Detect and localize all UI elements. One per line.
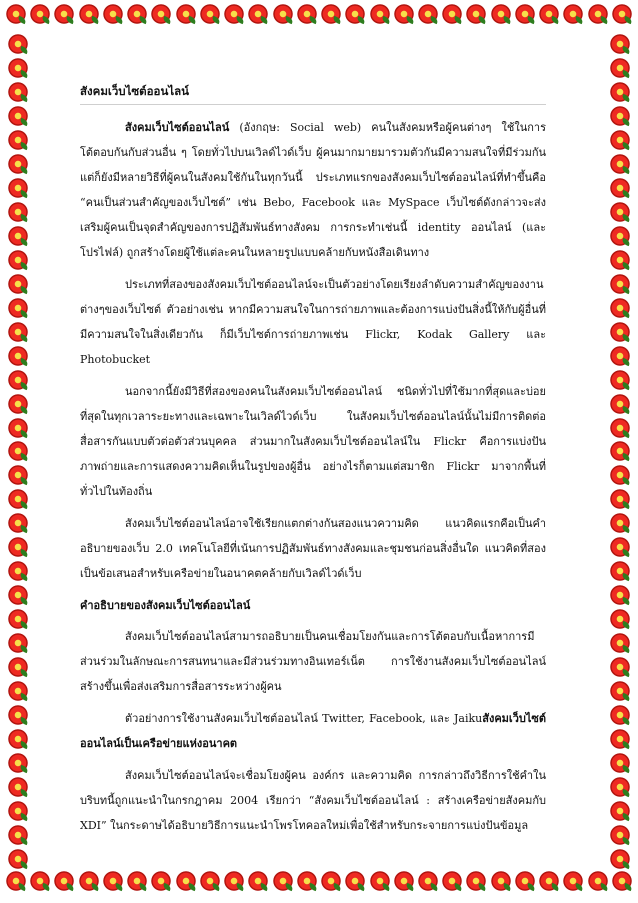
flower-icon [610,250,630,270]
flower-icon [8,154,28,174]
flower-icon [8,633,28,653]
flower-border-top [0,4,638,32]
flower-icon [515,4,535,24]
title-divider [80,104,546,105]
flower-icon [6,4,26,24]
flower-icon [8,418,28,438]
paragraph-4: สังคมเว็บไซต์ออนไลน์อาจใช้เรียกแตกต่างกันสองแนวความคิด แนวคิดแรกคือเป็นคำอธิบายของเว็บ 2.0 เทคโนโลยีที่เน้นการปฏิสัมพันธ์ทางสังคมและชุมชนก่อนสิ่งอื่นใด แนวคิดที่สองเป็นข้อเสนอสำหรับเครือข่ายในอนาคตคล้ายกับเวิลด์ไวด์เว็บ [80,517,546,580]
flower-icon [30,4,50,24]
flower-icon [30,871,50,891]
flower-icon [8,58,28,78]
flower-icon [610,274,630,294]
flower-icon [200,4,220,24]
flower-icon [8,753,28,773]
flower-icon [8,250,28,270]
flower-icon [610,346,630,366]
flower-icon [610,849,630,869]
flower-icon [563,4,583,24]
flower-icon [8,106,28,126]
flower-icon [321,4,341,24]
flower-border-right [606,28,634,875]
flower-icon [224,4,244,24]
flower-icon [8,489,28,509]
flower-icon [8,298,28,318]
flower-icon [491,871,511,891]
flower-icon [610,58,630,78]
flower-icon [418,4,438,24]
flower-icon [345,871,365,891]
flower-icon [491,4,511,24]
flower-icon [8,202,28,222]
flower-icon [610,705,630,725]
paragraph-1-text: (อังกฤษ: Social web) คนในสังคมหรือผู้คนต่างๆ ใช้ในการโต้ตอบกันกับส่วนอื่น ๆ โดยทั่วไปบนเวิลด์ไวด์เว็บ ผู้คนมากมายมารวมตัวกันมีความสนใจที่มีร่วมกัน แต่ก็ยังมีหลายวิธีที่ผู้คนในสังคมใช้กันในทุกวันนี้ ประเภทแรกของสังคมเว็บไซต์ออนไลน์ที่ทำขึ้นคือ “คนเป็นส่วนสำคัญของเว็บไซต์” เช่น Bebo, Facebook และ MySpace เว็บไซต์ดังกล่าวจะส่งเสริมผู้คนเป็นจุดสำคัญของการปฏิสัมพันธ์ทางสังคม การกระทำเช่นนี้ identity ออนไลน์ (และโปรไฟล์) ถูกสร้างโดยผู้ใช้แต่ละคนในหลายรูปแบบคล้ายกับหนังสือเดินทาง [80,121,546,259]
flower-icon [610,418,630,438]
paragraph-5: สังคมเว็บไซต์ออนไลน์สามารถอธิบายเป็นคนเชื่อมโยงกันและการโต้ตอบกับเนื้อหาการมีส่วนร่วมในลักษณะการสนทนาและมีส่วนร่วมทางอินเทอร์เน็ต การใช้งานสังคมเว็บไซต์ออนไลน์สร้างขึ้นเพื่อส่งเสริมการสื่อสารระหว่างผู้คน [80,630,546,693]
flower-icon [176,871,196,891]
flower-icon [610,322,630,342]
flower-icon [8,777,28,797]
flower-icon [610,825,630,845]
flower-icon [8,82,28,102]
flower-icon [610,130,630,150]
paragraph-3: นอกจากนี้ยังมีวิธีที่สองของคนในสังคมเว็บไซต์ออนไลน์ ชนิดทั่วไปที่ใช้มากที่สุดและบ่อยที่สุดในทุกเวลาระยะทางและเฉพาะในเวิลด์ไวด์เว็บ ในสังคมเว็บไซต์ออนไลน์นั้นไม่มีการติดต่อสื่อสารกันแบบตัวต่อตัวส่วนบุคคล ส่วนมากในสังคมเว็บไซต์ออนไลน์ใน Flickr คือการแบ่งปันภาพถ่ายและการแสดงความคิดเห็นในรูปของผู้อื่น อย่างไรก็ตามแต่สมาชิก Flickr มาจากพื้นที่ทั่วไปในท้องถิ่น [80,385,546,498]
flower-icon [370,4,390,24]
paragraph-6 [80,706,546,756]
flower-icon [8,465,28,485]
flower-icon [370,871,390,891]
flower-icon [610,154,630,174]
flower-icon [127,4,147,24]
flower-icon [8,274,28,294]
flower-icon [610,370,630,390]
flower-icon [8,705,28,725]
paragraph-1-lead: สังคมเว็บไซต์ออนไลน์ [125,121,230,134]
flower-icon [610,729,630,749]
flower-icon [610,441,630,461]
flower-icon [79,4,99,24]
flower-icon [8,322,28,342]
paragraph-1 [80,115,546,265]
flower-icon [297,4,317,24]
flower-icon [8,513,28,533]
flower-icon [273,4,293,24]
flower-icon [610,34,630,54]
flower-icon [610,777,630,797]
flower-icon [8,441,28,461]
flower-icon [176,4,196,24]
flower-icon [8,130,28,150]
flower-icon [8,729,28,749]
flower-icon [418,871,438,891]
section-heading: คำอธิบายของสังคมเว็บไซต์ออนไลน์ [80,599,251,612]
flower-icon [8,849,28,869]
flower-icon [588,871,608,891]
flower-icon [394,4,414,24]
flower-icon [515,871,535,891]
flower-icon [610,753,630,773]
flower-icon [8,370,28,390]
flower-icon [8,681,28,701]
flower-icon [610,202,630,222]
flower-icon [8,178,28,198]
flower-icon [79,871,99,891]
flower-icon [610,178,630,198]
flower-icon [610,801,630,821]
flower-icon [610,537,630,557]
flower-icon [610,226,630,246]
flower-icon [612,4,632,24]
flower-icon [610,609,630,629]
flower-icon [224,871,244,891]
flower-icon [610,394,630,414]
flower-icon [610,561,630,581]
flower-icon [8,226,28,246]
flower-icon [466,4,486,24]
flower-icon [610,585,630,605]
flower-icon [8,346,28,366]
flower-icon [103,4,123,24]
flower-icon [127,871,147,891]
flower-icon [103,871,123,891]
flower-icon [248,871,268,891]
paragraph-6-bold: สังคมเว็บไซต์ออนไลน์เป็นเครือข่ายแห่งอนาคต [80,712,546,750]
flower-icon [54,4,74,24]
flower-icon [610,657,630,677]
flower-icon [321,871,341,891]
flower-icon [539,4,559,24]
flower-icon [248,4,268,24]
flower-icon [8,657,28,677]
flower-icon [610,465,630,485]
flower-icon [8,537,28,557]
flower-icon [8,34,28,54]
flower-border-left [4,28,32,875]
document-body [80,80,546,845]
page-title: สังคมเว็บไซต์ออนไลน์ [80,84,190,98]
flower-icon [610,489,630,509]
flower-icon [151,871,171,891]
flower-icon [539,871,559,891]
flower-icon [610,513,630,533]
flower-icon [151,4,171,24]
flower-icon [54,871,74,891]
flower-icon [610,82,630,102]
flower-icon [8,561,28,581]
paragraph-6-text: ตัวอย่างการใช้งานสังคมเว็บไซต์ออนไลน์ Twitter, Facebook, และ Jaiku [125,712,483,725]
flower-icon [8,801,28,821]
flower-icon [610,681,630,701]
flower-icon [442,4,462,24]
flower-icon [466,871,486,891]
flower-icon [8,394,28,414]
flower-icon [297,871,317,891]
flower-icon [273,871,293,891]
paragraph-7: สังคมเว็บไซต์ออนไลน์จะเชื่อมโยงผู้คน องค์กร และความคิด การกล่าวถึงวิธีการใช้คำในบริบทนี้ถูกแนะนำในกรกฎาคม 2004 เรียกว่า “สังคมเว็บไซต์ออนไลน์ : สร้างเครือข่ายสังคมกับ XDI” ในกระดาษได้อธิบายวิธีการแนะนำโพรโทคอลใหม่เพื่อใช้สำหรับกระจายการแบ่งปันข้อมูล [80,769,546,832]
paragraph-2: ประเภทที่สองของสังคมเว็บไซต์ออนไลน์จะเป็นตัวอย่างโดยเรียงลำดับความสำคัญของงานต่างๆของเว็บไซต์ ตัวอย่างเช่น หากมีความสนใจในการถ่ายภาพและต้องการแบ่งปันสิ่งนี้ให้กับผู้อื่นที่มีความสนใจในสิ่งเดียวกัน ก็มีเว็บไซต์การถ่ายภาพเช่น Flickr, Kodak Gallery และ Photobucket [80,278,546,366]
flower-icon [442,871,462,891]
flower-icon [8,825,28,845]
flower-icon [8,609,28,629]
flower-icon [394,871,414,891]
flower-icon [563,871,583,891]
flower-icon [610,106,630,126]
flower-icon [345,4,365,24]
flower-border-bottom [0,871,638,899]
flower-icon [8,585,28,605]
flower-icon [200,871,220,891]
flower-icon [610,633,630,653]
flower-icon [588,4,608,24]
flower-icon [610,298,630,318]
